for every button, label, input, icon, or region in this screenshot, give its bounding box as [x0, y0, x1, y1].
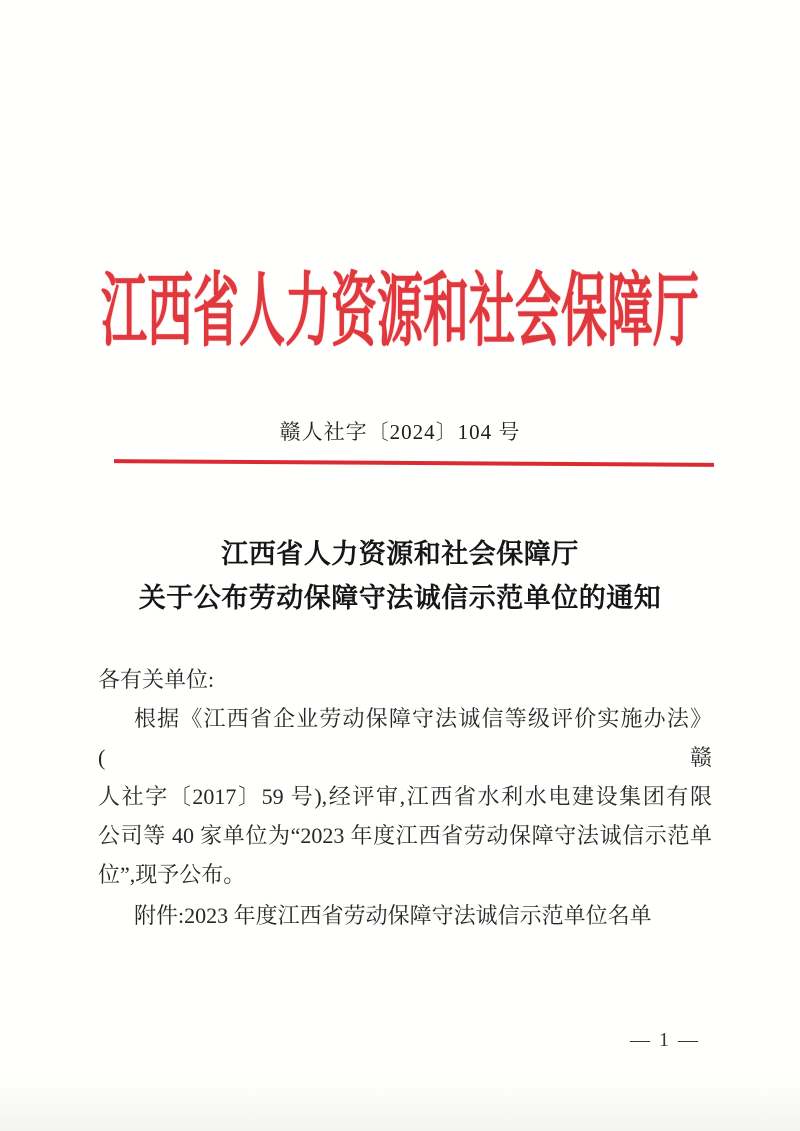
paragraph-line-2: 人社字〔2017〕59 号),经评审,江西省水利水电建设集团有限 — [98, 784, 712, 809]
notice-title — [0, 532, 800, 620]
paragraph-line-4: 位”,现予公布。 — [98, 862, 246, 887]
red-divider-line — [114, 459, 714, 467]
document-reference-number: 赣人社字〔2024〕104 号 — [279, 420, 521, 444]
letterhead-title: 江西省人力资源和社会保障厅 — [101, 266, 699, 356]
attachment-note: 附件:2023 年度江西省劳动保障守法诚信示范单位名单 — [134, 903, 652, 928]
page-number: — 1 — — [630, 1029, 700, 1051]
salutation-line: 各有关单位: — [98, 667, 215, 692]
notice-title-line1: 江西省人力资源和社会保障厅 — [221, 539, 579, 569]
body-text-block — [98, 660, 712, 894]
scan-bottom-shadow — [0, 1076, 800, 1131]
notice-title-line2: 关于公布劳动保障守法诚信示范单位的通知 — [138, 583, 662, 613]
paragraph-line-1: 根据《江西省企业劳动保障守法诚信等级评价实施办法》(赣 — [98, 706, 712, 770]
paragraph-line-3: 公司等 40 家单位为“2023 年度江西省劳动保障守法诚信示范单 — [98, 823, 712, 848]
